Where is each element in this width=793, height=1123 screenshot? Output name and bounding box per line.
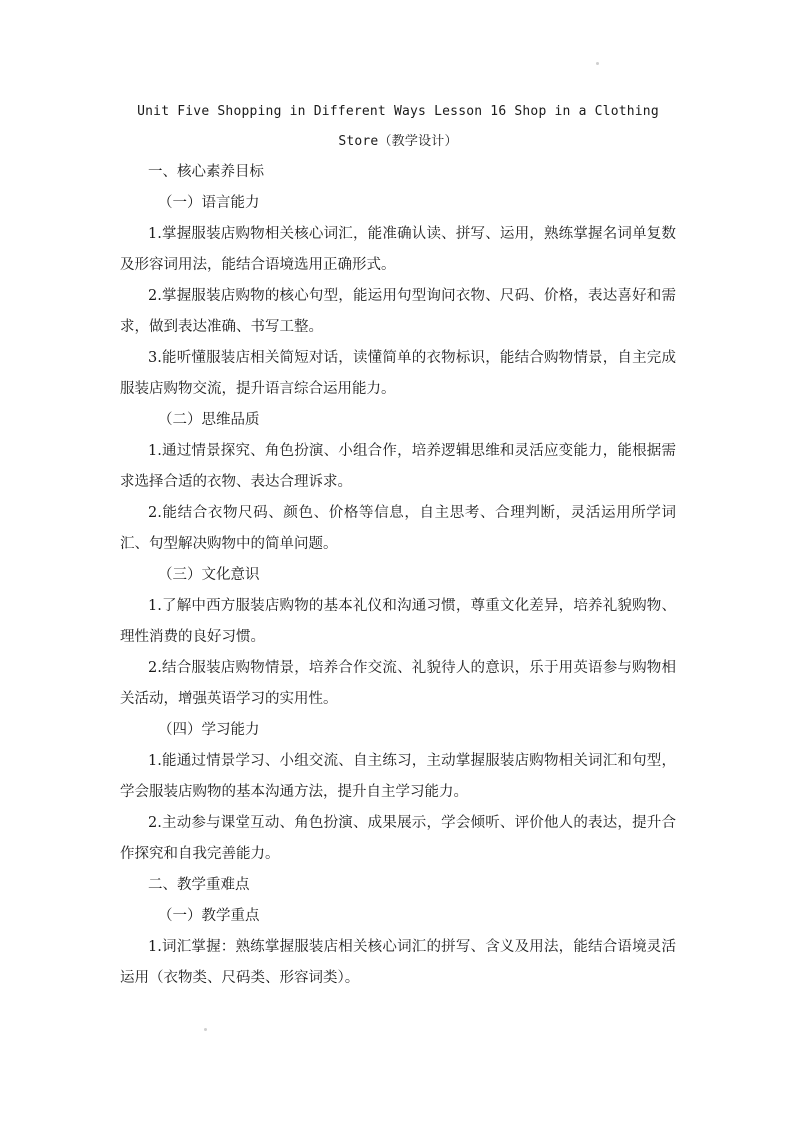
title-english-part: Store: [338, 134, 379, 149]
document-body: [120, 97, 676, 994]
subsection-heading-learning: （四）学习能力: [158, 722, 260, 738]
paragraph: 2.能结合衣物尺码、颜色、价格等信息，自主思考、合理判断，灵活运用所学词汇、句型解决购物中的简单问题。: [120, 505, 676, 552]
paragraph: 1.词汇掌握：熟练掌握服装店相关核心词汇的拼写、含义及用法，能结合语境灵活运用（衣物类、尺码类、形容词类）。: [120, 939, 676, 986]
subsection-heading-key-points: （一）教学重点: [158, 908, 260, 924]
paragraph: 1.了解中西方服装店购物的基本礼仪和沟通习惯，尊重文化差异，培养礼貌购物、理性消费的良好习惯。: [120, 598, 676, 645]
paragraph: 3.能听懂服装店相关简短对话，读懂简单的衣物标识，能结合购物情景，自主完成服装店购物交流，提升语言综合运用能力。: [120, 350, 676, 397]
title-chinese-part: （教学设计）: [378, 134, 458, 149]
subsection-heading-thinking: （二）思维品质: [158, 412, 260, 428]
scan-mark: [596, 62, 599, 65]
scan-mark: [204, 1028, 207, 1031]
section-heading-2: 二、教学重难点: [148, 877, 250, 893]
paragraph: 1.通过情景探究、角色扮演、小组合作，培养逻辑思维和灵活应变能力，能根据需求选择合适的衣物、表达合理诉求。: [120, 443, 676, 490]
subsection-heading-language: （一）语言能力: [158, 195, 260, 211]
paragraph: 2.结合服装店购物情景，培养合作交流、礼貌待人的意识，乐于用英语参与购物相关活动，增强英语学习的实用性。: [120, 660, 676, 707]
paragraph: 2.主动参与课堂互动、角色扮演、成果展示，学会倾听、评价他人的表达，提升合作探究和自我完善能力。: [120, 815, 676, 862]
section-heading-1: 一、核心素养目标: [148, 164, 264, 180]
subsection-heading-culture: （三）文化意识: [158, 567, 260, 583]
paragraph: 2.掌握服装店购物的核心句型，能运用句型询问衣物、尺码、价格，表达喜好和需求，做到表达准确、书写工整。: [120, 288, 676, 335]
document-title-line-1: Unit Five Shopping in Different Ways Lesson 16 Shop in a Clothing: [137, 104, 659, 119]
paragraph: 1.掌握服装店购物相关核心词汇，能准确认读、拼写、运用，熟练掌握名词单复数及形容词用法，能结合语境选用正确形式。: [120, 226, 676, 273]
paragraph: 1.能通过情景学习、小组交流、自主练习，主动掌握服装店购物相关词汇和句型，学会服装店购物的基本沟通方法，提升自主学习能力。: [120, 753, 676, 800]
document-title-line-2: [120, 127, 676, 157]
